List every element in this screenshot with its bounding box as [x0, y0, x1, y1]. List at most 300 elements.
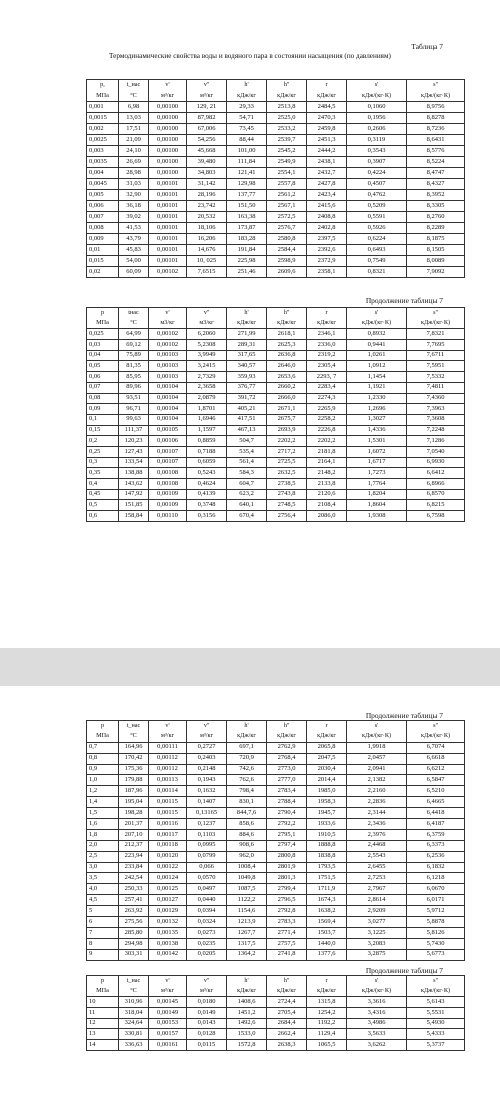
table-cell: 2274,3 — [307, 393, 347, 404]
table-cell: 0,01 — [87, 245, 119, 256]
table-cell: 233,84 — [119, 862, 149, 873]
column-symbol: s' — [347, 80, 407, 91]
column-unit: м³/кг — [149, 986, 187, 997]
table-cell: 2,0 — [87, 840, 119, 851]
table-row — [87, 1018, 465, 1029]
table-cell: 10 — [87, 997, 119, 1008]
table-cell: 2792,8 — [267, 906, 307, 917]
table-cell: 0,00101 — [149, 234, 187, 245]
table-cell: 1,6 — [87, 819, 119, 830]
table-cell: 242,54 — [119, 873, 149, 884]
table-cell: 2086,0 — [307, 511, 347, 522]
table-row — [87, 997, 465, 1008]
column-symbol: t_нас — [119, 80, 149, 91]
table-cell: 31,142 — [187, 179, 227, 190]
table-cell: 143,62 — [119, 479, 149, 490]
table-cell: 5,8878 — [407, 917, 465, 928]
table-cell: 0,8321 — [347, 267, 407, 278]
table-cell: 2801,3 — [267, 873, 307, 884]
table-cell: 60,09 — [119, 267, 149, 278]
table-cell: 2402,8 — [307, 223, 347, 234]
table-cell: 2561,2 — [267, 190, 307, 201]
table-cell: 0,09 — [87, 404, 119, 415]
property-table-3 — [86, 720, 465, 961]
table-cell: 0,00149 — [149, 1008, 187, 1019]
table-cell: 64,99 — [119, 329, 149, 340]
table-row — [87, 372, 465, 383]
table-cell: 45,83 — [119, 245, 149, 256]
table-cell: 0,00103 — [149, 350, 187, 361]
table-cell: 1,9308 — [347, 511, 407, 522]
column-symbol: t_нас — [119, 721, 149, 732]
column-unit: МПа — [87, 91, 119, 102]
table-cell: 5,2308 — [187, 340, 227, 351]
column-symbol: v'' — [187, 308, 227, 319]
table-cell: 0,00100 — [149, 113, 187, 124]
table-cell: 2120,6 — [307, 489, 347, 500]
table-cell: 2444,2 — [307, 146, 347, 157]
column-symbol: tнас — [119, 308, 149, 319]
column-unit: кДж/кг — [267, 318, 307, 329]
table-cell: 1838,8 — [307, 851, 347, 862]
table-cell: 1267,7 — [227, 927, 267, 938]
table-cell: 0,00135 — [149, 927, 187, 938]
table-cell: 191,84 — [227, 245, 267, 256]
table-cell: 8,8278 — [407, 113, 465, 124]
column-unit: кДж/кг — [227, 91, 267, 102]
table-cell: 0,00113 — [149, 775, 187, 786]
table-cell: 5 — [87, 906, 119, 917]
table-row — [87, 340, 465, 351]
table-cell: 2795,1 — [267, 829, 307, 840]
table-cell: 99,63 — [119, 414, 149, 425]
table-cell: 0,9 — [87, 764, 119, 775]
column-symbol: r — [307, 976, 347, 987]
table-row — [87, 425, 465, 436]
table-cell: 391,72 — [227, 393, 267, 404]
table-cell: 173,87 — [227, 223, 267, 234]
table-cell: 1,4 — [87, 797, 119, 808]
table-cell: 0,00112 — [149, 764, 187, 775]
table-row — [87, 201, 465, 212]
table-cell: 0,00101 — [149, 201, 187, 212]
table-cell: 584,3 — [227, 468, 267, 479]
table-cell: 158,84 — [119, 511, 149, 522]
table-cell: 2777,0 — [267, 775, 307, 786]
page-gap — [0, 648, 500, 686]
column-unit: кДж/(кг·К) — [407, 731, 465, 742]
table-cell: 2567,1 — [267, 201, 307, 212]
table-cell: 504,7 — [227, 436, 267, 447]
table-cell: 0,6493 — [347, 245, 407, 256]
table-cell: 7 — [87, 927, 119, 938]
table-cell: 54,00 — [119, 256, 149, 267]
table-cell: 0,6224 — [347, 234, 407, 245]
table-cell: 3,4316 — [347, 1008, 407, 1019]
table-cell: 0,0205 — [187, 949, 227, 960]
table-row — [87, 361, 465, 372]
table-cell: 7,6515 — [187, 267, 227, 278]
table-cell: 151,50 — [227, 201, 267, 212]
table-cell: 1254,2 — [307, 1008, 347, 1019]
table-cell: 0,7549 — [347, 256, 407, 267]
table-cell: 2790,4 — [267, 808, 307, 819]
table-row — [87, 223, 465, 234]
table-cell: 2,6455 — [347, 862, 407, 873]
table-cell: 2148,2 — [307, 468, 347, 479]
table-cell: 1,0 — [87, 775, 119, 786]
table-cell: 2572,5 — [267, 212, 307, 223]
column-unit: м3/кг — [187, 318, 227, 329]
table-cell: 1,5301 — [347, 436, 407, 447]
table-cell: 2545,2 — [267, 146, 307, 157]
table-cell: 4,5 — [87, 895, 119, 906]
table-cell: 225,98 — [227, 256, 267, 267]
table-cell: 2738,5 — [267, 479, 307, 490]
table-cell: 0,0497 — [187, 884, 227, 895]
table-cell: 2660,2 — [267, 382, 307, 393]
table-cell: 294,98 — [119, 938, 149, 949]
table-cell: 0,00106 — [149, 436, 187, 447]
table-cell: 0,2148 — [187, 764, 227, 775]
table-cell: 0,00101 — [149, 212, 187, 223]
property-table-1 — [86, 79, 465, 278]
table-cell: 96,71 — [119, 404, 149, 415]
table-cell: 12 — [87, 1018, 119, 1029]
table-cell: 0,2 — [87, 436, 119, 447]
table-row — [87, 234, 465, 245]
table-cell: 2459,8 — [307, 124, 347, 135]
table-cell: 41,53 — [119, 223, 149, 234]
table-cell: 207,10 — [119, 829, 149, 840]
table-row — [87, 113, 465, 124]
table-row — [87, 329, 465, 340]
table-cell: 2513,8 — [267, 102, 307, 113]
table-cell: 29,33 — [227, 102, 267, 113]
table-cell: 2762,9 — [267, 742, 307, 753]
table-cell: 8,3305 — [407, 201, 465, 212]
table-cell: 0,08 — [87, 393, 119, 404]
table-cell: 2,1382 — [347, 775, 407, 786]
table-row — [87, 742, 465, 753]
table-cell: 1,4336 — [347, 425, 407, 436]
table-cell: 1674,3 — [307, 895, 347, 906]
table-row — [87, 267, 465, 278]
table-row — [87, 873, 465, 884]
table-cell: 13 — [87, 1029, 119, 1040]
table-cell: 1,6717 — [347, 457, 407, 468]
table-row — [87, 1040, 465, 1051]
column-unit: кДж/(кг·К) — [407, 318, 465, 329]
column-symbol: h' — [227, 80, 267, 91]
table-cell: 0,00101 — [149, 223, 187, 234]
table-cell: 251,46 — [227, 267, 267, 278]
table-cell: 742,6 — [227, 764, 267, 775]
table-cell: 0,00108 — [149, 468, 187, 479]
table-cell: 0,0440 — [187, 895, 227, 906]
column-symbol: t_нас — [119, 976, 149, 987]
table-cell: 830,1 — [227, 797, 267, 808]
table-cell: 0,0128 — [187, 1029, 227, 1040]
table-cell: 0,002 — [87, 124, 119, 135]
table-cell: 2743,8 — [267, 489, 307, 500]
table-cell: 7,4811 — [407, 382, 465, 393]
table-row — [87, 797, 465, 808]
table-cell: 6,8215 — [407, 500, 465, 511]
table-row — [87, 479, 465, 490]
table-cell: 0,02 — [87, 267, 119, 278]
table-cell: 28,98 — [119, 168, 149, 179]
table-cell: 0,00101 — [149, 179, 187, 190]
table-cell: 0,00102 — [149, 267, 187, 278]
table-cell: 417,51 — [227, 414, 267, 425]
table-cell: 2372,9 — [307, 256, 347, 267]
table-cell: 0,00101 — [149, 256, 187, 267]
column-unit: кДж/кг — [307, 986, 347, 997]
table-cell: 0,00100 — [149, 102, 187, 113]
table-cell: 2638,3 — [267, 1040, 307, 1051]
table-row — [87, 135, 465, 146]
table-cell: 223,94 — [119, 851, 149, 862]
table-cell: 6,1832 — [407, 862, 465, 873]
table-row — [87, 350, 465, 361]
table-cell: 8 — [87, 938, 119, 949]
table-cell: 6,3759 — [407, 829, 465, 840]
table-cell: 0,3748 — [187, 500, 227, 511]
table-cell: 1,9918 — [347, 742, 407, 753]
table-cell: 2788,4 — [267, 797, 307, 808]
table-cell: 2133,8 — [307, 479, 347, 490]
table-cell: 2108,4 — [307, 500, 347, 511]
table-cell: 0,00115 — [149, 808, 187, 819]
table-cell: 6 — [87, 917, 119, 928]
table-cell: 1945,7 — [307, 808, 347, 819]
table-cell: 250,33 — [119, 884, 149, 895]
table-cell: 1,2330 — [347, 393, 407, 404]
table-cell: 75,89 — [119, 350, 149, 361]
table-cell: 0,00100 — [149, 135, 187, 146]
table-cell: 0,1237 — [187, 819, 227, 830]
table-cell: 257,41 — [119, 895, 149, 906]
table-cell: 0,2727 — [187, 742, 227, 753]
table-cell: 0,4139 — [187, 489, 227, 500]
table-cell: 2662,4 — [267, 1029, 307, 1040]
table-row — [87, 168, 465, 179]
table-cell: 164,96 — [119, 742, 149, 753]
table-cell: 0,1632 — [187, 786, 227, 797]
table-row — [87, 884, 465, 895]
table-cell: 0,0180 — [187, 997, 227, 1008]
table-cell: 1,8 — [87, 829, 119, 840]
table-cell: 623,2 — [227, 489, 267, 500]
table-cell: 2783,3 — [267, 917, 307, 928]
table-cell: 1638,2 — [307, 906, 347, 917]
table-cell: 0,00104 — [149, 382, 187, 393]
table-cell: 2,5543 — [347, 851, 407, 862]
table-cell: 151,85 — [119, 500, 149, 511]
table-cell: 0,7 — [87, 742, 119, 753]
table-cell: 0,1943 — [187, 775, 227, 786]
table-cell: 26,69 — [119, 157, 149, 168]
table-cell: 2014,4 — [307, 775, 347, 786]
table-cell: 3,5633 — [347, 1029, 407, 1040]
table-cell: 0,1407 — [187, 797, 227, 808]
table-cell: 0,0025 — [87, 135, 119, 146]
table-cell: 2346,1 — [307, 329, 347, 340]
table-cell: 2,0879 — [187, 393, 227, 404]
table-cell: 1,1921 — [347, 382, 407, 393]
column-symbol: h'' — [267, 976, 307, 987]
table-cell: 2580,8 — [267, 234, 307, 245]
table-cell: 31,03 — [119, 179, 149, 190]
column-unit: кДж/кг — [307, 91, 347, 102]
table-cell: 43,79 — [119, 234, 149, 245]
table-cell: 2675,7 — [267, 414, 307, 425]
table-cell: 0,0570 — [187, 873, 227, 884]
table-cell: 6,0670 — [407, 884, 465, 895]
table-cell: 1,2696 — [347, 404, 407, 415]
column-symbol: p — [87, 976, 119, 987]
table-cell: 0,0015 — [87, 113, 119, 124]
table-cell: 8,9756 — [407, 102, 465, 113]
table-cell: 137,77 — [227, 190, 267, 201]
table-cell: 2636,8 — [267, 350, 307, 361]
table-cell: 0,00145 — [149, 997, 187, 1008]
table-cell: 2,0457 — [347, 753, 407, 764]
table-cell: 0,45 — [87, 489, 119, 500]
table-cell: 101,00 — [227, 146, 267, 157]
table-cell: 2336,0 — [307, 340, 347, 351]
table-cell: 2797,4 — [267, 840, 307, 851]
table-cell: 183,28 — [227, 234, 267, 245]
table-cell: 1364,2 — [227, 949, 267, 960]
table-cell: 87,982 — [187, 113, 227, 124]
table-cell: 0,00104 — [149, 414, 187, 425]
table-cell: 0,009 — [87, 234, 119, 245]
column-symbol: v'' — [187, 721, 227, 732]
table-cell: 8,1875 — [407, 234, 465, 245]
table-cell: 2799,4 — [267, 884, 307, 895]
table-cell: 0,00101 — [149, 190, 187, 201]
column-unit: м³/кг — [187, 731, 227, 742]
table-cell: 7,4360 — [407, 393, 465, 404]
table-cell: 73,45 — [227, 124, 267, 135]
table-cell: 7,3608 — [407, 414, 465, 425]
column-unit: кДж/(кг·К) — [407, 986, 465, 997]
table-cell: 0,00104 — [149, 393, 187, 404]
table-cell: 5,5531 — [407, 1008, 465, 1019]
table-row — [87, 489, 465, 500]
table-cell: 0,0235 — [187, 938, 227, 949]
table-row — [87, 414, 465, 425]
table-cell: 0,5 — [87, 500, 119, 511]
table-cell: 0,00120 — [149, 851, 187, 862]
table-cell: 8,2289 — [407, 223, 465, 234]
column-unit: кДж/кг — [267, 731, 307, 742]
table-cell: 0,00142 — [149, 949, 187, 960]
table-cell: 8,6431 — [407, 135, 465, 146]
column-unit: °С — [119, 986, 149, 997]
table-cell: 0,0035 — [87, 157, 119, 168]
column-unit: кДж/(кг·К) — [347, 731, 407, 742]
table-row — [87, 102, 465, 113]
table-cell: 120,23 — [119, 436, 149, 447]
table-cell: 129,98 — [227, 179, 267, 190]
table-cell: 0,1103 — [187, 829, 227, 840]
table-cell: 0,8 — [87, 753, 119, 764]
table-cell: 0,00132 — [149, 917, 187, 928]
table-cell: 0,1 — [87, 414, 119, 425]
table-title: Термодинамические свойства воды и водяного пара в состоянии насыщения (по давлениям) — [109, 52, 391, 60]
table-cell: 2358,1 — [307, 267, 347, 278]
column-unit: м³/кг — [149, 91, 187, 102]
table-cell: 2741,8 — [267, 949, 307, 960]
table-cell: 2,8614 — [347, 895, 407, 906]
table-caption: Таблица 7 — [411, 42, 443, 51]
table-cell: 5,7430 — [407, 938, 465, 949]
table-cell: 0,00103 — [149, 372, 187, 383]
table-cell: 93,51 — [119, 393, 149, 404]
table-cell: 6,98 — [119, 102, 149, 113]
table-cell: 0,00115 — [149, 797, 187, 808]
column-symbol: h'' — [267, 308, 307, 319]
table-cell: 2705,4 — [267, 1008, 307, 1019]
table-cell: 2525,0 — [267, 113, 307, 124]
table-cell: 1503,7 — [307, 927, 347, 938]
table-cell: 175,36 — [119, 764, 149, 775]
table-cell: 1065,5 — [307, 1040, 347, 1051]
table-cell: 133,54 — [119, 457, 149, 468]
table-cell: 0,25 — [87, 446, 119, 457]
table-cell: 359,93 — [227, 372, 267, 383]
table-cell: 1315,8 — [307, 997, 347, 1008]
column-symbol: p — [87, 721, 119, 732]
table-cell: 0,00118 — [149, 840, 187, 851]
column-symbol: s'' — [407, 721, 465, 732]
table-cell: 0,00124 — [149, 873, 187, 884]
table-cell: 2717,2 — [267, 446, 307, 457]
table-cell: 0,4224 — [347, 168, 407, 179]
table-cell: 324,64 — [119, 1018, 149, 1029]
table-cell: 2748,5 — [267, 500, 307, 511]
table-cell: 2625,3 — [267, 340, 307, 351]
table-row — [87, 895, 465, 906]
table-cell: 2693,9 — [267, 425, 307, 436]
table-cell: 0,007 — [87, 212, 119, 223]
table-cell: 7,2248 — [407, 425, 465, 436]
table-row — [87, 404, 465, 415]
table-row — [87, 124, 465, 135]
table-cell: 0,00111 — [149, 742, 187, 753]
table-row — [87, 906, 465, 917]
column-symbol: v' — [149, 80, 187, 91]
table-cell: 0,0143 — [187, 1018, 227, 1029]
table-cell: 884,6 — [227, 829, 267, 840]
table-cell: 1569,4 — [307, 917, 347, 928]
column-symbol: h' — [227, 976, 267, 987]
table-cell: 0,5926 — [347, 223, 407, 234]
table-row — [87, 157, 465, 168]
table-cell: 1,7273 — [347, 468, 407, 479]
table-cell: 0,1060 — [347, 102, 407, 113]
table-cell: 7,5951 — [407, 361, 465, 372]
table-cell: 7,0540 — [407, 446, 465, 457]
column-symbol: p, — [87, 80, 119, 91]
table-cell: 310,96 — [119, 997, 149, 1008]
table-cell: 2576,7 — [267, 223, 307, 234]
table-cell: 67,006 — [187, 124, 227, 135]
table-cell: 0,00100 — [149, 146, 187, 157]
